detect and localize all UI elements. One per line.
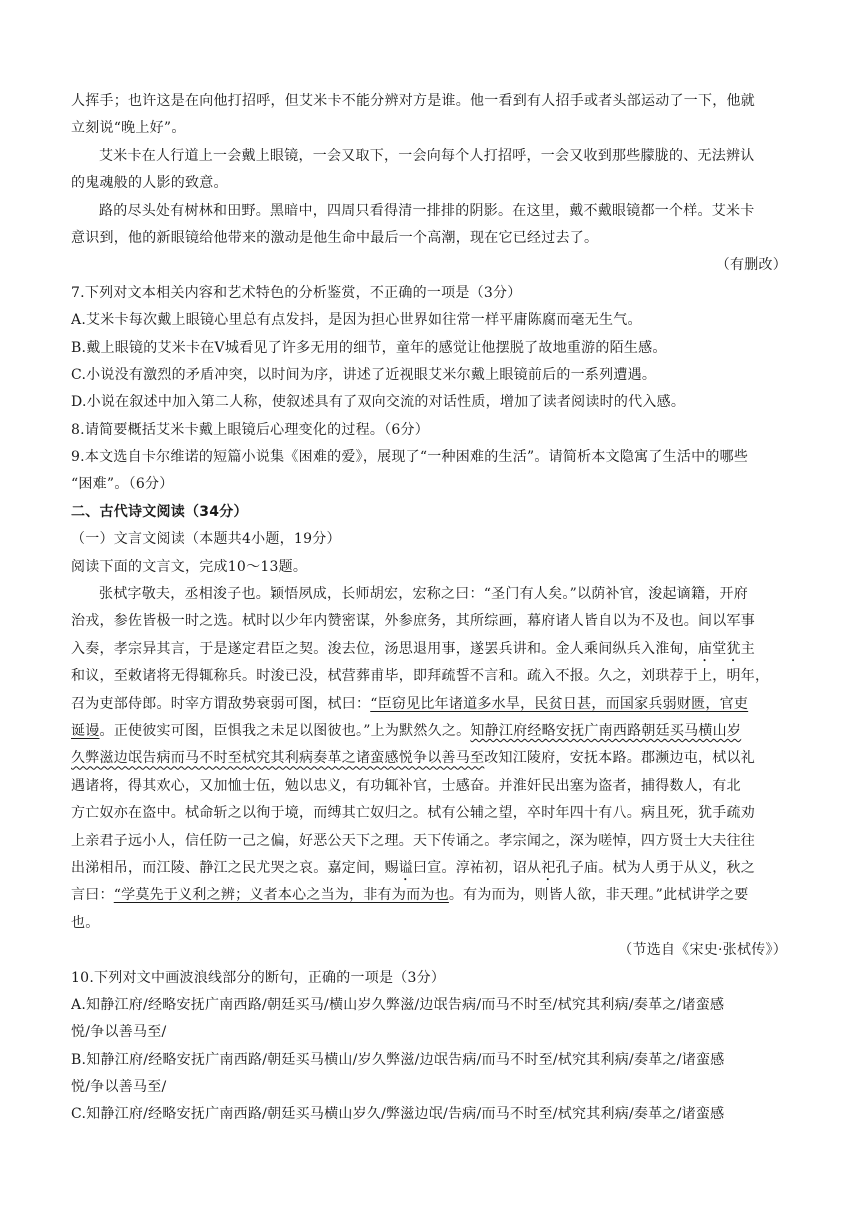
question-10-stem: 10.下列对文中画波浪线部分的断句，正确的一项是（3分）	[71, 969, 446, 986]
story-line: 艾米卡在人行道上一会戴上眼镜，一会又取下，一会向每个人打招呼，一会又收到那些朦胧的、无法辨认	[99, 147, 755, 164]
passage-source: （节选自《宋史·张栻传》）	[618, 942, 787, 959]
question-7-option-b: B.戴上眼镜的艾米卡在V城看见了许多无用的细节，童年的感觉让他摆脱了故地重游的陌生感。	[71, 339, 667, 356]
passage-line	[71, 691, 793, 718]
reading-instruction: 阅读下面的文言文，完成10～13题。	[71, 558, 308, 575]
exam-page	[71, 88, 793, 1129]
passage-text: 改知江陵府，安抚本路。郡濒边屯，栻以礼	[484, 750, 755, 767]
question-9-line: “困难”。（6分）	[71, 476, 174, 493]
story-line: 路的尽头处有树林和田野。黑暗中，四周只看得清一排排的阴影。在这里，戴不戴眼镜都一个样。艾米卡	[99, 202, 755, 219]
question-7-option-d: D.小说在叙述中加入第二人称，使叙述具有了双向交流的对话性质，增加了读者阅读时的代入感。	[71, 394, 686, 411]
section-title: 二、古代诗文阅读（34分）	[71, 503, 248, 520]
passage-line: 上亲君子远小人，信任防一己之偏，好恶公天下之理。天下传诵之。孝宗闻之，深为嗟悼，四方贤士大夫往往	[71, 832, 755, 849]
emphasis-char: 祀	[541, 859, 556, 876]
passage-line: 遇诸将，得其欢心，又加恤士伍，勉以忠义，有功辄补官，士感奋。并淮奸民出塞为盗者，捕得数人，有北	[71, 777, 741, 794]
underlined-sentence: “臣窃见比年诸道多水旱，民贫日甚，而国家兵弱财匮，官吏	[370, 695, 749, 712]
passage-text: 。有为而为，则皆人欲，非天理。”此栻讲学之要	[448, 887, 749, 904]
underlined-sentence: 诞谩	[71, 722, 100, 739]
question-7-option-a: A.艾米卡每次戴上眼镜心里总有点发抖，是因为担心世界如往常一样平庸陈腐而毫无生气。	[71, 312, 642, 329]
passage-text: 言曰：	[71, 887, 114, 904]
passage-text: 入奏，孝宗异其言，于是遂定君臣之契。浚去位，汤思退用事，遂罢兵讲和。金人乘间纵兵入淮甸，	[71, 640, 698, 657]
story-line: 的鬼魂般的人影的致意。	[71, 175, 228, 192]
passage-line: 治戎，参佐皆极一时之选。栻时以少年内赞密谋，外参庶务，其所综画，幕府诸人皆自以为不及也。间以军事	[71, 613, 755, 630]
emphasis-char: 庙	[698, 640, 713, 657]
passage-text: 。正使彼实可图，臣惧我之未足以图彼也。”上为默然久之。	[99, 722, 471, 739]
passage-text: 主	[740, 640, 755, 657]
passage-line	[71, 855, 793, 882]
question-8: 8.请简要概括艾米卡戴上眼镜后心理变化的过程。（6分）	[71, 421, 430, 438]
emphasis-char: 犹	[726, 640, 741, 657]
passage-line	[71, 718, 793, 745]
passage-text: 孔子庙。栻为人勇于从义，秋之	[555, 859, 755, 876]
question-7-stem: 7.下列对文本相关内容和艺术特色的分析鉴赏，不正确的一项是（3分）	[71, 284, 522, 301]
passage-line	[71, 882, 793, 909]
question-7-option-c: C.小说没有激烈的矛盾冲突，以时间为序，讲述了近视眼艾米尔戴上眼镜前后的一系列遭遇。	[71, 366, 657, 383]
passage-line: 和议，至敕诸将无得辄称兵。时浚已没，栻营葬甫毕，即拜疏誓不言和。疏入不报。久之，刘珙荐于上，明年，	[71, 668, 770, 685]
wavy-underlined-sentence: 久弊滋边氓告病而马不时至栻究其利病奏革之诸蛮感悦争以善马至	[71, 750, 485, 767]
passage-text: 堂	[712, 640, 727, 657]
question-10-option-a: A.知静江府/经略安抚广南西路/朝廷买马/横山岁久弊滋/边氓告病/而马不时至/栻究其利病/奏革之/诸蛮感	[71, 996, 725, 1013]
passage-text: 曰宣。淳祐初，诏从	[413, 859, 542, 876]
story-line: 意识到，他的新眼镜给他带来的激动是他生命中最后一个高潮，现在它已经过去了。	[71, 229, 599, 246]
question-10-option-c: C.知静江府/经略安抚广南西路/朝廷买马横山岁久/弊滋边氓/告病/而马不时至/栻究其利病/奏革之/诸蛮感	[71, 1106, 725, 1123]
question-10-option-a-cont: 悦/争以善马至/	[71, 1024, 167, 1041]
passage-line: 也。	[71, 914, 100, 931]
story-source-note: （有删改）	[715, 257, 787, 274]
passage-text: 出涕相吊，而江陵、静江之民尤哭之哀。嘉定间，赐	[71, 859, 399, 876]
question-9-line: 9.本文选自卡尔维诺的短篇小说集《困难的爱》，展现了“一种困难的生活”。请简析本文隐寓了生活中的哪些	[71, 449, 749, 466]
passage-line: 张栻字敬夫，丞相浚子也。颖悟夙成，长师胡宏，宏称之曰：“圣门有人矣。”以荫补官，浚起谪籍，开府	[99, 586, 749, 603]
underlined-sentence: “学莫先于义利之辨；义者本心之当为，非有为而为也	[113, 887, 449, 904]
passage-text: 召为吏部侍郎。时宰方谓敌势衰弱可图，栻曰：	[71, 695, 371, 712]
story-line: 立刻说“晚上好”。	[71, 120, 186, 137]
story-line: 人挥手；也许这是在向他打招呼，但艾米卡不能分辨对方是谁。他一看到有人招手或者头部运动了一下，他就	[71, 93, 755, 109]
wavy-underlined-sentence: 知静江府经略安抚广南西路朝廷买马横山岁	[470, 722, 742, 739]
question-10-option-b-cont: 悦/争以善马至/	[71, 1079, 167, 1096]
passage-line	[71, 745, 793, 772]
subsection-title: （一）文言文阅读（本题共4小题，19分）	[71, 531, 341, 548]
passage-line: 方亡奴亦在盗中。栻命斩之以徇于境，而缚其亡奴归之。栻有公辅之望，卒时年四十有八。病且死，犹手疏劝	[71, 805, 755, 822]
emphasis-char: 谥	[398, 859, 413, 876]
passage-line	[71, 636, 793, 663]
question-10-option-b: B.知静江府/经略安抚广南西路/朝廷买马横山/岁久弊滋/边氓告病/而马不时至/栻究其利病/奏革之/诸蛮感	[71, 1051, 725, 1068]
